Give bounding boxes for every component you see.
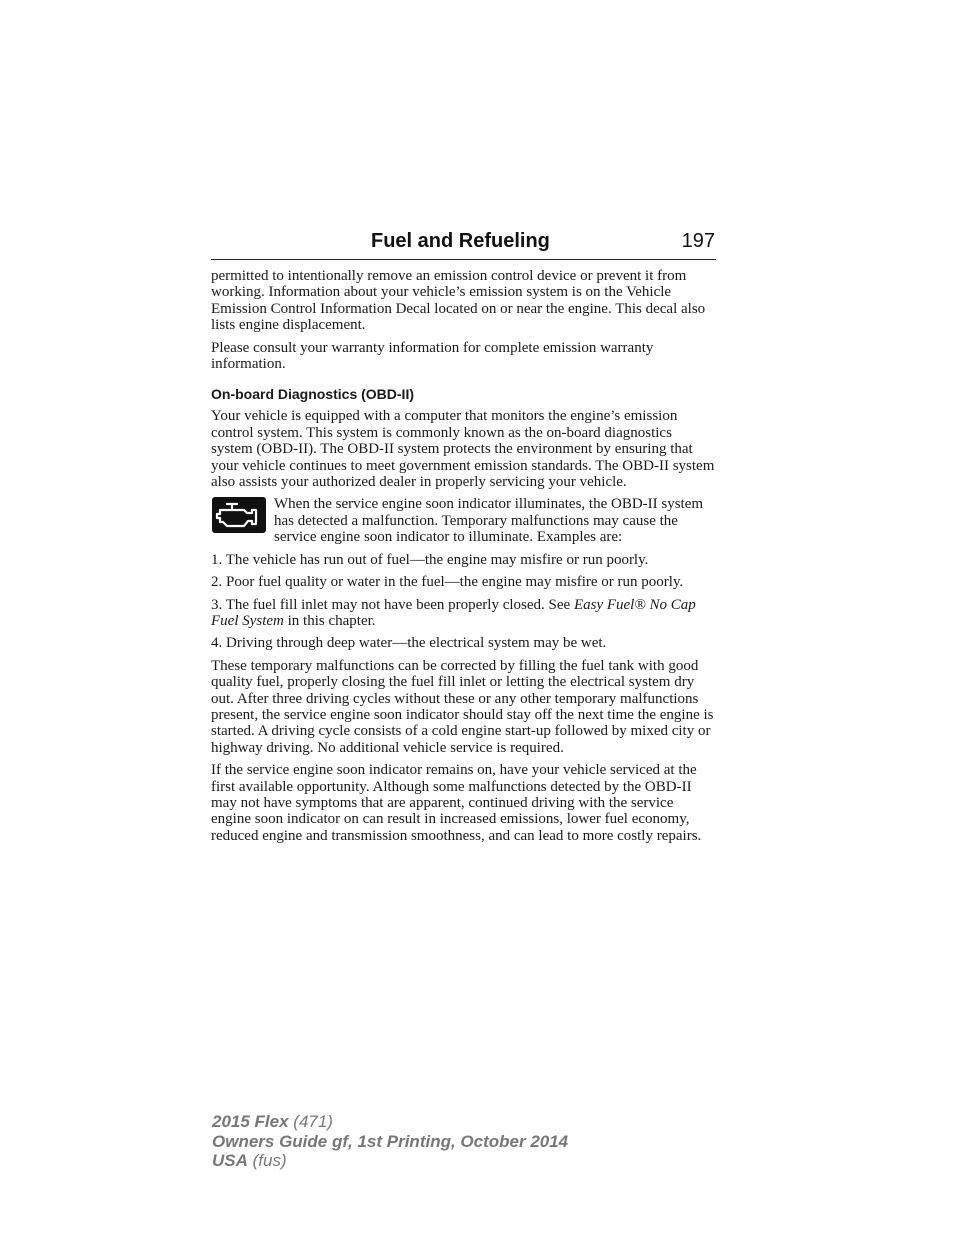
- paragraph-indicator: When the service engine soon indicator illuminates, the OBD-II system has detected a malfunction. Temporary malfunctions may cause the service engine soon indicator to illuminate. Examples are:: [274, 496, 704, 546]
- footer-guide: Owners Guide gf, 1st Printing, October 2014: [212, 1131, 569, 1151]
- footer-model-code: (471): [288, 1112, 333, 1131]
- subheading-obd: On-board Diagnostics (OBD-II): [211, 386, 414, 403]
- cross-reference: Easy Fuel® No Cap Fuel System: [211, 596, 696, 629]
- page-footer: [212, 1112, 568, 1171]
- footer-model: 2015 Flex: [212, 1112, 289, 1131]
- paragraph-obd-intro: Your vehicle is equipped with a computer that monitors the engine’s emission control system. This system is commonly known as the on-board diagnostics system (OBD-II). The OBD-II system protects the environment by ensuring that your vehicle continues to meet government emission standards. The OBD-II system also assists your authorized dealer in properly servicing your vehicle.: [211, 408, 715, 491]
- item-text: 3. The fuel fill inlet may not have been properly closed. See: [211, 596, 574, 613]
- list-item: [211, 597, 716, 630]
- indicator-block: [211, 496, 716, 551]
- footer-market: USA: [212, 1151, 248, 1170]
- list-item: 1. The vehicle has run out of fuel—the engine may misfire or run poorly.: [211, 551, 649, 568]
- page-header: [211, 228, 716, 260]
- paragraph-warranty: Please consult your warranty information for complete emission warranty information.: [211, 339, 654, 373]
- item-text: in this chapter.: [283, 612, 376, 629]
- service-engine-soon-icon: [212, 497, 266, 533]
- page-body: [211, 268, 716, 850]
- section-title: Fuel and Refueling: [371, 230, 550, 252]
- footer-market-line: [212, 1151, 568, 1171]
- list-item: 4. Driving through deep water—the electrical system may be wet.: [211, 635, 607, 652]
- footer-market-code: (fus): [247, 1151, 287, 1170]
- paragraph-indicator-remains-on: If the service engine soon indicator remains on, have your vehicle serviced at the first available opportunity. Although some malfunctions detected by the OBD-II may not have symptoms that are apparent, continued driving with the service engine soon indicator on can result in increased emissions, lower fuel economy, reduced engine and transmission smoothness, and can lead to more costly repairs.: [211, 762, 702, 844]
- page-number: 197: [681, 230, 715, 252]
- paragraph-temporary-malfunctions: These temporary malfunctions can be corrected by filling the fuel tank with good quality fuel, properly closing the fuel fill inlet or letting the electrical system dry out. After three driving cycles without these or any other temporary malfunctions present, the service engine soon indicator should stay off the next time the engine is started. A driving cycle consists of a cold engine start-up followed by mixed city or highway driving. No additional vehicle service is required.: [211, 657, 714, 756]
- paragraph-emission-decal: permitted to intentionally remove an emission control device or prevent it from working. Information about your vehicle’s emission system is on the Vehicle Emission Control Information Decal located on or near the engine. This decal also lists engine displacement.: [211, 268, 706, 334]
- footer-model-line: [212, 1112, 568, 1132]
- list-item: 2. Poor fuel quality or water in the fuel—the engine may misfire or run poorly.: [211, 574, 684, 591]
